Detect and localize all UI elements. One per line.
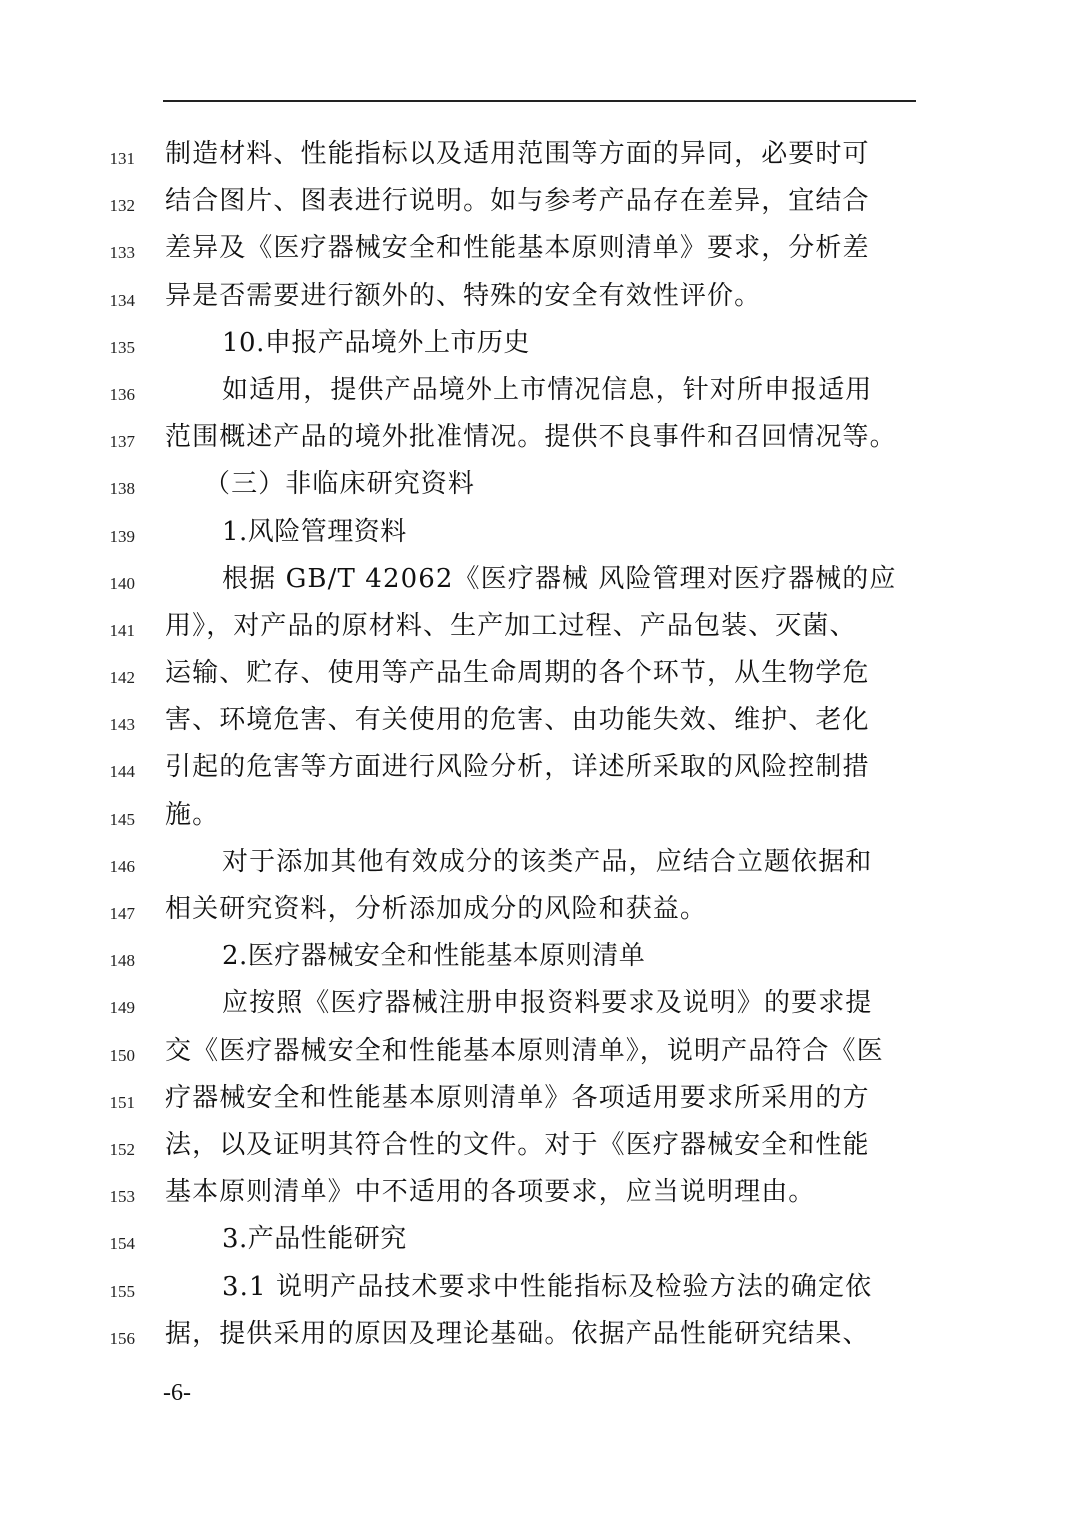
text-line bbox=[0, 320, 1080, 367]
text-line bbox=[0, 933, 1080, 980]
line-number: 137 bbox=[109, 432, 135, 452]
line-text: 差异及《医疗器械安全和性能基本原则清单》要求，分析差 bbox=[165, 233, 870, 264]
text-line bbox=[0, 792, 1080, 839]
chapter-heading: （三）非临床研究资料 bbox=[204, 469, 476, 500]
document-body bbox=[0, 131, 1080, 1358]
line-text: 基本原则清单》中不适用的各项要求，应当说明理由。 bbox=[165, 1177, 816, 1208]
line-number: 144 bbox=[109, 762, 135, 782]
text-line bbox=[0, 980, 1080, 1027]
line-number: 135 bbox=[109, 337, 135, 357]
text-line bbox=[0, 367, 1080, 414]
line-text: 应按照《医疗器械注册申报资料要求及说明》的要求提 bbox=[222, 988, 873, 1019]
line-number: 145 bbox=[109, 809, 135, 829]
line-number: 154 bbox=[109, 1234, 135, 1254]
line-number: 150 bbox=[109, 1045, 135, 1065]
text-line bbox=[0, 178, 1080, 225]
line-text: 运输、贮存、使用等产品生命周期的各个环节，从生物学危 bbox=[165, 658, 870, 689]
line-number: 151 bbox=[109, 1092, 135, 1112]
line-number: 131 bbox=[109, 149, 135, 168]
line-number: 156 bbox=[109, 1328, 135, 1348]
text-line bbox=[0, 603, 1080, 650]
text-line bbox=[0, 225, 1080, 272]
text-line bbox=[0, 1122, 1080, 1169]
line-text: 据，提供采用的原因及理论基础。依据产品性能研究结果、 bbox=[165, 1318, 870, 1349]
line-number: 142 bbox=[109, 668, 135, 688]
line-number: 141 bbox=[109, 620, 135, 640]
text-line bbox=[0, 1311, 1080, 1358]
line-text: 害、环境危害、有关使用的危害、由功能失效、维护、老化 bbox=[165, 705, 870, 736]
text-line bbox=[0, 556, 1080, 603]
section-heading: 2.医疗器械安全和性能基本原则清单 bbox=[222, 941, 646, 972]
line-text: 交《医疗器械安全和性能基本原则清单》，说明产品符合《医 bbox=[165, 1035, 884, 1066]
line-text: 施。 bbox=[165, 799, 220, 830]
line-number: 146 bbox=[109, 856, 135, 876]
section-heading: 1.风险管理资料 bbox=[222, 516, 407, 547]
line-number: 139 bbox=[109, 526, 135, 546]
section-heading: 3.产品性能研究 bbox=[222, 1224, 407, 1255]
line-number: 153 bbox=[109, 1187, 135, 1207]
line-text: 用》，对产品的原材料、生产加工过程、产品包装、灭菌、 bbox=[165, 610, 857, 641]
line-number: 133 bbox=[109, 243, 135, 263]
text-line bbox=[0, 414, 1080, 461]
line-number: 136 bbox=[109, 384, 135, 404]
line-text: 范围概述产品的境外批准情况。提供不良事件和召回情况等。 bbox=[165, 422, 897, 453]
text-line bbox=[0, 886, 1080, 933]
line-number: 152 bbox=[109, 1139, 135, 1159]
line-number: 149 bbox=[109, 998, 135, 1018]
text-line bbox=[0, 131, 1080, 178]
text-line bbox=[0, 461, 1080, 508]
line-text: 对于添加其他有效成分的该类产品，应结合立题依据和 bbox=[222, 846, 873, 877]
page-number: -6- bbox=[163, 1380, 191, 1406]
line-number: 140 bbox=[109, 573, 135, 593]
text-line bbox=[0, 839, 1080, 886]
line-text: 引起的危害等方面进行风险分析，详述所采取的风险控制措 bbox=[165, 752, 870, 783]
text-line bbox=[0, 697, 1080, 744]
line-text: 根据 GB/T 42062《医疗器械 风险管理对医疗器械的应 bbox=[222, 563, 897, 594]
line-text: 相关研究资料，分析添加成分的风险和获益。 bbox=[165, 894, 708, 924]
header-rule bbox=[163, 100, 916, 102]
text-line bbox=[0, 273, 1080, 320]
text-line bbox=[0, 509, 1080, 556]
line-number: 134 bbox=[109, 290, 135, 310]
line-number: 143 bbox=[109, 715, 135, 735]
text-line bbox=[0, 1075, 1080, 1122]
line-number: 132 bbox=[109, 196, 135, 216]
line-number: 138 bbox=[109, 479, 135, 499]
line-text: 异是否需要进行额外的、特殊的安全有效性评价。 bbox=[165, 280, 762, 311]
line-text: 如适用，提供产品境外上市情况信息，针对所申报适用 bbox=[222, 374, 873, 405]
line-text: 法，以及证明其符合性的文件。对于《医疗器械安全和性能 bbox=[165, 1129, 870, 1160]
line-number: 155 bbox=[109, 1281, 135, 1301]
line-text: 疗器械安全和性能基本原则清单》各项适用要求所采用的方 bbox=[165, 1082, 870, 1113]
section-heading: 10.申报产品境外上市历史 bbox=[222, 327, 530, 358]
line-number: 148 bbox=[109, 951, 135, 971]
text-line bbox=[0, 650, 1080, 697]
line-text: 3.1 说明产品技术要求中性能指标及检验方法的确定依 bbox=[222, 1271, 873, 1302]
line-text: 制造材料、性能指标以及适用范围等方面的异同，必要时可 bbox=[165, 139, 870, 169]
text-line bbox=[0, 1169, 1080, 1216]
text-line bbox=[0, 1264, 1080, 1311]
line-text: 结合图片、图表进行说明。如与参考产品存在差异，宜结合 bbox=[165, 186, 870, 217]
text-line bbox=[0, 744, 1080, 791]
text-line bbox=[0, 1028, 1080, 1075]
text-line bbox=[0, 1216, 1080, 1263]
line-number: 147 bbox=[109, 904, 135, 923]
